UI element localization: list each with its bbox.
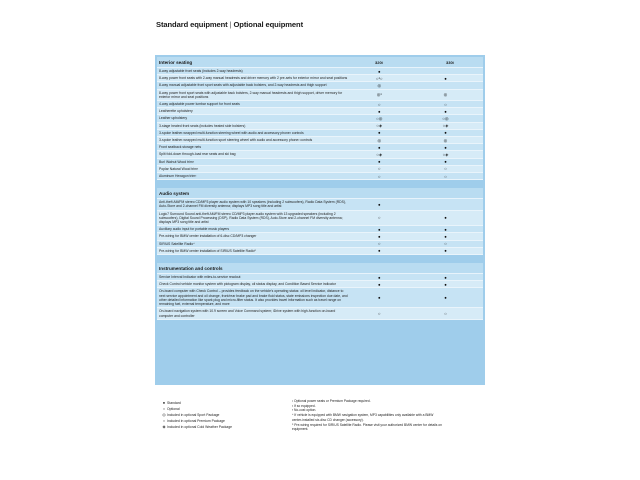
feature-label: Burl Walnut Wood trim³ <box>159 159 194 164</box>
table-row <box>157 248 483 255</box>
table-row <box>157 233 483 240</box>
availability-330i: ● <box>444 281 447 287</box>
legend-label: Included in optional Sport Package <box>167 413 220 417</box>
availability-330i: ● <box>444 295 447 301</box>
feature-label: Leather upholstery <box>159 116 188 121</box>
availability-320i: ● <box>378 144 381 150</box>
availability-320i: ● <box>378 130 381 136</box>
section-header <box>157 263 483 274</box>
title-optional: Optional equipment <box>233 20 303 29</box>
section-title: Instrumentation and controls <box>159 265 223 271</box>
availability-330i: ○ <box>444 241 447 247</box>
table-row <box>157 173 483 180</box>
feature-label: 8-way power front seats with 2-way manual headrests and driver memory with 2 pre-sets for exterior mirror and seat positions <box>159 76 348 81</box>
availability-320i: ● <box>378 201 381 207</box>
availability-320i: ● <box>378 281 381 287</box>
availability-330i: ● <box>444 130 447 136</box>
table-row <box>157 241 483 248</box>
table-row <box>157 281 483 288</box>
legend-symbol-icon: ◈ <box>162 424 166 429</box>
availability-320i: ○ <box>378 311 381 316</box>
availability-330i: ○◈ <box>442 152 449 158</box>
availability-320i: ● <box>378 295 381 301</box>
availability-330i: ○ <box>444 173 447 179</box>
table-row <box>157 75 483 82</box>
availability-320i: ○ <box>378 101 381 107</box>
legend-label: Optional <box>167 407 180 411</box>
availability-320i: ● <box>378 226 381 232</box>
title-standard: Standard equipment <box>156 20 228 29</box>
availability-320i: ● <box>378 108 381 114</box>
availability-320i: ○ <box>378 173 381 179</box>
availability-330i: ○ <box>444 101 447 107</box>
legend-label: Included in optional Premium Package <box>167 419 225 423</box>
table-row <box>157 151 483 158</box>
availability-320i: ○◈ <box>376 152 383 158</box>
availability-320i: ○ <box>378 166 381 172</box>
availability-320i: ● <box>378 159 381 165</box>
table-row <box>157 123 483 130</box>
footnote: ⁵ Pre-wiring required for SIRIUS Satellite Radio. Please visit your authorized BMW center for details on equipment. <box>292 422 442 432</box>
feature-label: Check Control vehicle monitor system with pictogram display, oil status display, and Condition Based Service indicator <box>159 282 336 287</box>
feature-label: 3-stage heated front seats (includes heated side bolsters) <box>159 123 246 128</box>
availability-320i: ○◎ <box>376 116 383 122</box>
section-title: Audio system <box>159 190 190 196</box>
availability-330i: ○◈ <box>442 123 449 129</box>
availability-320i: ◎ <box>377 137 382 143</box>
availability-320i: ● <box>378 68 381 74</box>
equipment-table <box>157 57 483 320</box>
availability-330i: ● <box>444 75 447 81</box>
availability-330i: ● <box>444 226 447 232</box>
table-row <box>157 115 483 122</box>
feature-label: 8-way adjustable front seats (includes 2-way headrests) <box>159 69 243 73</box>
availability-330i: ● <box>444 159 447 165</box>
table-row <box>157 166 483 173</box>
table-row <box>157 68 483 75</box>
feature-label: Leatherette upholstery <box>159 109 193 114</box>
availability-320i: ◎ <box>377 83 382 88</box>
availability-330i: ● <box>444 274 447 280</box>
column-header-320i: 320i <box>375 59 383 65</box>
feature-label: On-board navigation system with 10.9 screen and Voice Command system; iDrive system with high-function on-board computer and controller <box>159 309 336 318</box>
table-row <box>157 108 483 115</box>
footnote: ³ No-cost option. <box>292 408 317 413</box>
footnote: ² If so equipped. <box>292 403 316 408</box>
footnotes <box>292 399 442 432</box>
table-row <box>157 199 483 210</box>
section-gap <box>157 255 483 263</box>
table-row <box>157 101 483 108</box>
availability-320i: ○ <box>378 215 381 221</box>
availability-330i: ◎ <box>443 92 448 98</box>
legend-symbol-icon: ○ <box>162 418 166 423</box>
legend-item <box>161 424 232 430</box>
availability-330i: ○ <box>444 311 447 316</box>
feature-label: 8-way manual adjustable front sport seats with adjustable back bolsters, and 2-way headrests and thigh support <box>159 83 327 88</box>
footnote: ⁴ If vehicle is equipped with BMW navigation system, MP3 capabilities only available with a BMW center-installed six-disc CD changer (accessory). <box>292 413 434 422</box>
feature-label: Auxiliary audio input for portable music players <box>159 227 230 232</box>
legend-symbol-icon: ● <box>162 400 166 405</box>
table-row <box>157 226 483 233</box>
availability-320i: ○¹○ <box>376 75 383 81</box>
feature-label: 4-way adjustable power lumbar support for front seats <box>159 102 240 107</box>
feature-label: 3-spoke leather-wrapped multi-function steering wheel with audio and accessory phone² controls <box>159 130 304 135</box>
page-title <box>156 20 303 29</box>
feature-label: Front seatback storage nets <box>159 145 202 150</box>
feature-label: Pre-wiring for BMW center installation of 6-disc CD/MP3 changer <box>159 234 257 239</box>
title-separator: | <box>229 20 232 29</box>
feature-label: Poplar Natural Wood trim³ <box>159 166 199 171</box>
section-header <box>157 188 483 199</box>
availability-330i: ◎ <box>443 137 448 143</box>
availability-330i: ○◎ <box>442 116 449 122</box>
availability-330i: ● <box>444 108 447 114</box>
table-row <box>157 274 483 281</box>
availability-320i: ● <box>378 234 381 240</box>
availability-320i: ○ <box>378 241 381 247</box>
feature-label: Logic7 Surround Sound anti-theft AM/FM stereo CD/MP3 player audio system with 13 upgraded speakers (including 2 subwoofers), Digital Sound Processing (DSP), Radio Data System (RDS), Auto-Store and 2-channel FM diversity antenna; displays MP3 song title and artist <box>159 211 343 225</box>
section-header <box>157 57 483 68</box>
table-row <box>157 308 483 319</box>
availability-330i: ● <box>444 248 447 254</box>
table-row <box>157 159 483 166</box>
table-row <box>157 211 483 227</box>
footnote: ¹ Optional power seats or Premium Package required. <box>292 399 371 403</box>
table-row <box>157 288 483 308</box>
table-row <box>157 90 483 101</box>
section-title: Interior seating <box>159 59 193 65</box>
legend-label: Standard <box>167 401 181 405</box>
availability-320i: ○◈ <box>376 123 383 129</box>
column-header-330i: 330i <box>446 59 454 65</box>
feature-label: Service Interval Indicator with miles-to-service readout <box>159 275 241 280</box>
legend-label: Included in optional Cold Weather Package <box>167 425 232 429</box>
feature-label: On-board computer with Check Control – provides feedback on the vehicle's operating status: oil level indicator, distance to next service appointment and oil change, front/rear brake pad and brake fluid status, state emissions inspection due date, and other detailed information like spark plug and micro-filter status. It also provides travel information such as travel range on remaining fuel, external temperature, and more <box>159 289 348 307</box>
feature-label: Anti-theft AM/FM stereo CD/MP3 player audio system with 10 speakers (including 2 subwoofers), Radio Data System (RDS), Auto-Store and 2-channel FM diversity antenna; displays MP3 song title and artist <box>159 200 346 209</box>
availability-320i: ● <box>378 248 381 254</box>
feature-label: Split fold-down through-load rear seats and ski bag <box>159 152 236 157</box>
availability-330i: ○ <box>444 166 447 172</box>
availability-320i: ● <box>378 274 381 280</box>
table-row <box>157 130 483 137</box>
legend-symbol-icon: ○ <box>162 406 166 411</box>
availability-330i: ● <box>444 215 447 221</box>
legend-symbol-icon: ◎ <box>162 412 166 417</box>
table-row <box>157 82 483 89</box>
table-row <box>157 137 483 144</box>
availability-320i: ◎¹ <box>376 92 382 98</box>
section-gap <box>157 180 483 188</box>
legend <box>161 400 232 430</box>
feature-label: 8-way power front sport seats with adjustable back bolsters, 2-way manual headrests and thigh support, driver memory for exterior mirror and seat positions <box>159 90 343 99</box>
feature-label: 3-spoke leather-wrapped multi-function sport steering wheel with audio and accessory phone² controls <box>159 138 313 143</box>
availability-330i: ● <box>444 234 447 240</box>
feature-label: SIRIUS Satellite Radio⁴ <box>159 241 195 246</box>
availability-330i: ● <box>444 144 447 150</box>
table-row <box>157 144 483 151</box>
feature-label: Aluminum Hexagon trim³ <box>159 174 197 179</box>
feature-label: Pre-wiring for BMW center installation of SIRIUS Satellite Radio⁵ <box>159 248 256 253</box>
